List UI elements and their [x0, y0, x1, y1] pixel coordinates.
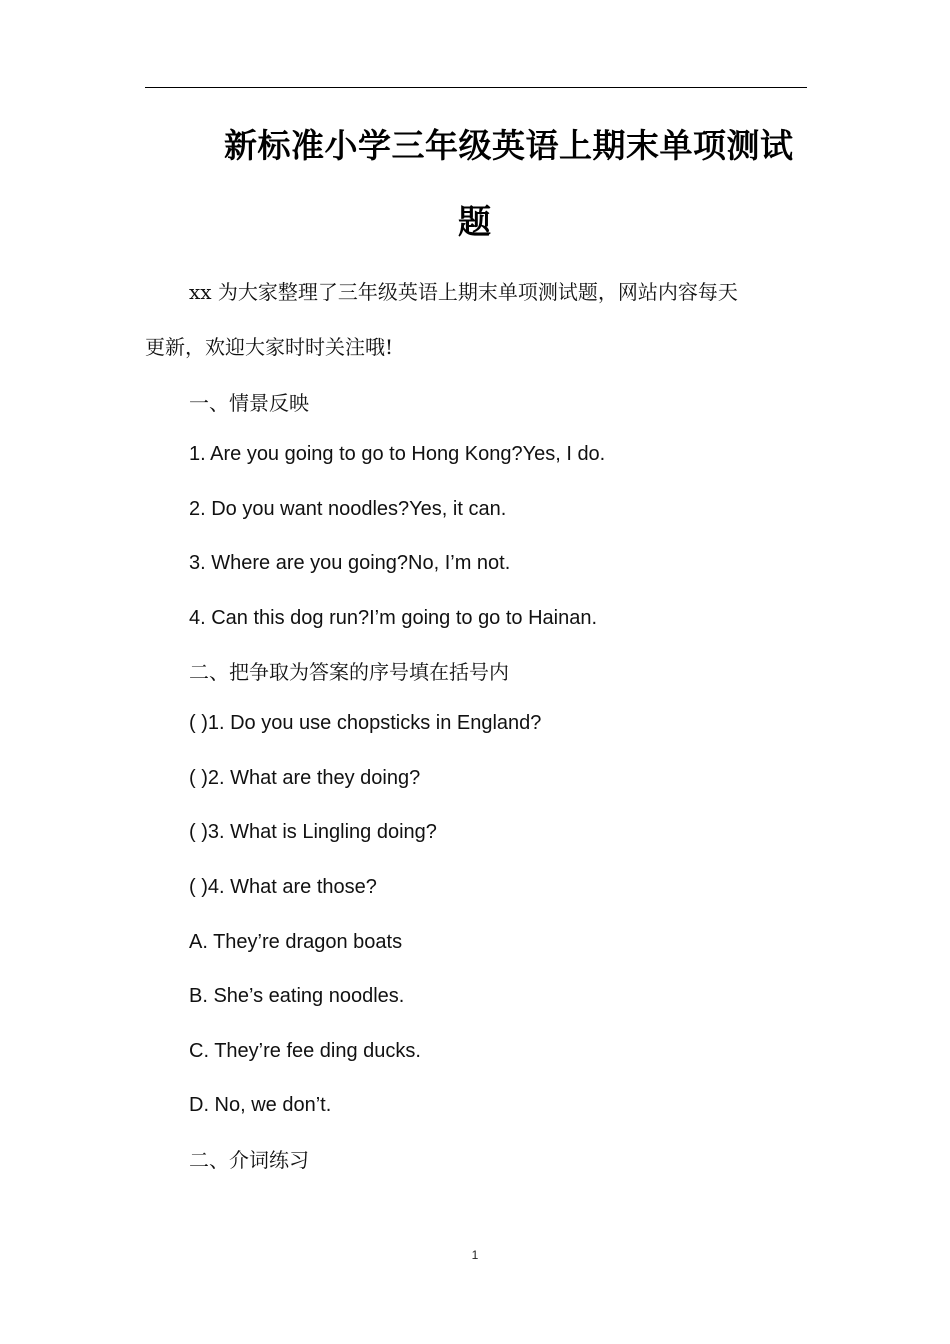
intro-paragraph-line-1: xx 为大家整理了三年级英语上期末单项测试题，网站内容每天 — [189, 280, 738, 304]
section-2-question: ( )2. What are they doing? — [189, 767, 421, 789]
section-1-item: 1. Are you going to go to Hong Kong?Yes, I do. — [189, 443, 606, 465]
section-2-option: C. They’re fee ding ducks. — [189, 1040, 421, 1062]
section-heading-prepositions: 二、介词练习 — [189, 1148, 309, 1172]
section-2-question: ( )4. What are those? — [189, 876, 377, 898]
intro-paragraph-line-2: 更新，欢迎大家时时关注哦! — [145, 335, 394, 359]
section-2-question: ( )3. What is Lingling doing? — [189, 821, 437, 843]
section-1-item: 2. Do you want noodles?Yes, it can. — [189, 498, 507, 520]
document-title-line-1: 新标准小学三年级英语上期末单项测试 — [224, 126, 794, 165]
section-1-item: 3. Where are you going?No, I’m not. — [189, 552, 511, 574]
section-2-question: ( )1. Do you use chopsticks in England? — [189, 712, 542, 734]
section-2-option: A. They’re dragon boats — [189, 931, 403, 953]
section-2-option: D. No, we don’t. — [189, 1094, 332, 1116]
section-2-option: B. She’s eating noodles. — [189, 985, 405, 1007]
page-number: 1 — [471, 1248, 479, 1262]
header-rule — [145, 87, 807, 88]
section-heading-situational: 一、情景反映 — [189, 391, 309, 415]
section-1-item: 4. Can this dog run?I’m going to go to Hainan. — [189, 607, 598, 629]
section-heading-matching: 二、把争取为答案的序号填在括号内 — [189, 660, 509, 684]
document-title-line-2: 题 — [458, 202, 491, 241]
